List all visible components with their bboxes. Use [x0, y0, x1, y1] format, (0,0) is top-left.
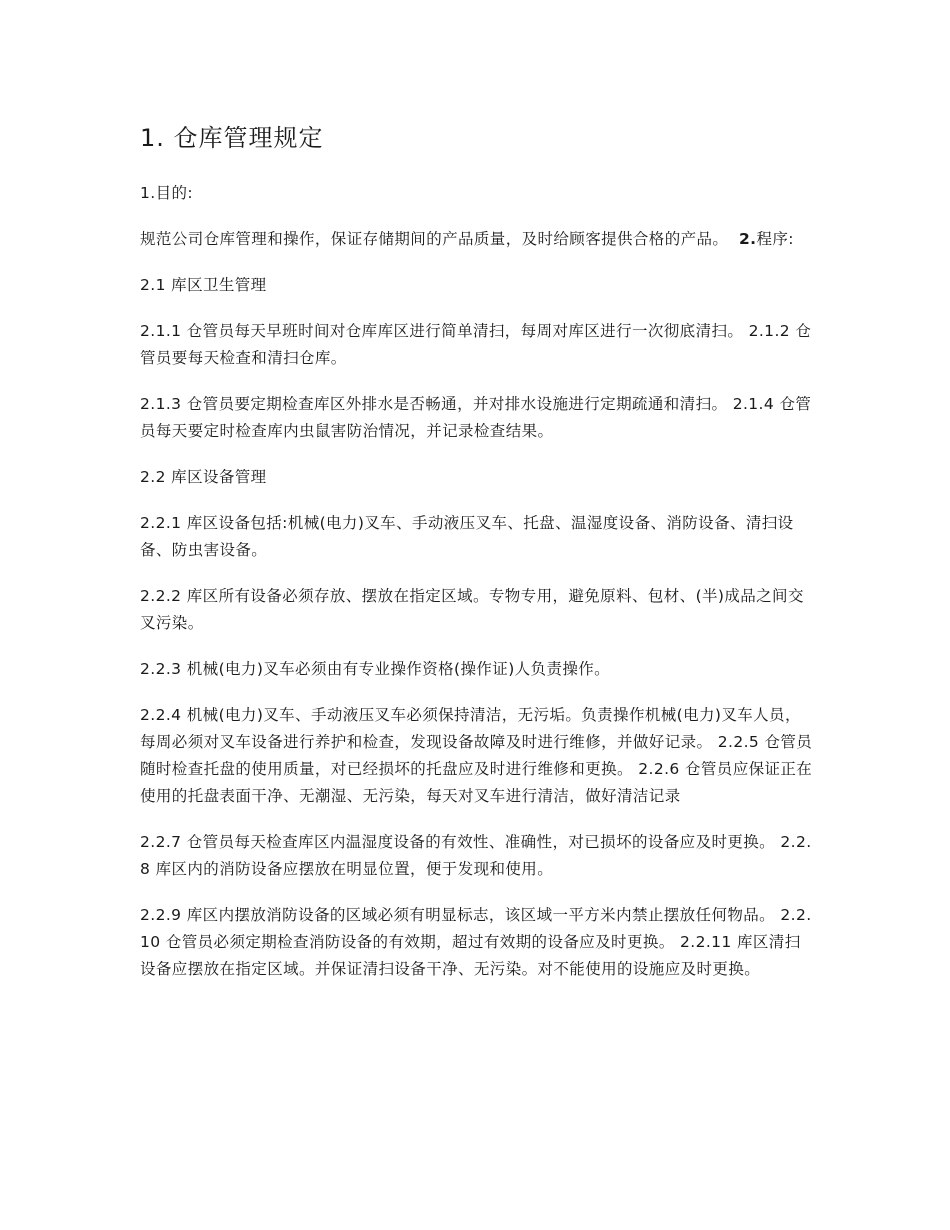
procedure-number: 2.	[738, 230, 757, 248]
paragraph-2-2-4: 2.2.4 机械(电力)叉车、手动液压叉车必须保持清洁，无污垢。负责操作机械(电力)叉车人员，每周必须对叉车设备进行养护和检查，发现设备故障及时进行维修，并做好记录。 2.2.5 仓管员随时检查托盘的使用质量，对已经损坏的托盘应及时进行维修和更换。 2.2.6 仓管员应保证正在使用的托盘表面干净、无潮湿、无污染，每天对叉车进行清洁，做好清洁记录	[140, 706, 813, 805]
section-2-1-heading: 2.1 库区卫生管理	[140, 276, 267, 294]
procedure-heading	[734, 230, 794, 248]
paragraph-2-2-3: 2.2.3 机械(电力)叉车必须由有专业操作资格(操作证)人负责操作。	[140, 660, 611, 678]
paragraph-2-2-2: 2.2.2 库区所有设备必须存放、摆放在指定区域。专物专用，避免原料、包材、(半)成品之间交叉污染。	[140, 587, 804, 632]
paragraph-2-2-7: 2.2.7 仓管员每天检查库区内温湿度设备的有效性、准确性，对已损坏的设备应及时更换。 2.2.8 库区内的消防设备应摆放在明显位置，便于发现和使用。	[140, 833, 812, 878]
section-2-2-heading: 2.2 库区设备管理	[140, 468, 267, 486]
paragraph-2-1-1: 2.1.1 仓管员每天早班时间对仓库库区进行简单清扫，每周对库区进行一次彻底清扫。 2.1.2 仓管员要每天检查和清扫仓库。	[140, 322, 812, 367]
paragraph-2-2-1: 2.2.1 库区设备包括:机械(电力)叉车、手动液压叉车、托盘、温湿度设备、消防设备、清扫设备、防虫害设备。	[140, 514, 794, 559]
paragraph-2-2-9: 2.2.9 库区内摆放消防设备的区域必须有明显标志，该区域一平方米内禁止摆放任何物品。 2.2.10 仓管员必须定期检查消防设备的有效期，超过有效期的设备应及时更换。 2.2.11 库区清扫设备应摆放在指定区域。并保证清扫设备干净、无污染。对不能使用的设施应及时更换。	[140, 906, 812, 978]
purpose-text: 规范公司仓库管理和操作，保证存储期间的产品质量，及时给顾客提供合格的产品。	[140, 230, 729, 248]
document-title: 1. 仓库管理规定	[140, 124, 324, 152]
paragraph-2-1-3: 2.1.3 仓管员要定期检查库区外排水是否畅通，并对排水设施进行定期疏通和清扫。 2.1.4 仓管员每天要定时检查库内虫鼠害防治情况，并记录检查结果。	[140, 395, 812, 440]
procedure-label: 程序:	[756, 230, 794, 248]
purpose-heading: 1.目的:	[140, 184, 194, 202]
purpose-paragraph	[140, 226, 814, 253]
